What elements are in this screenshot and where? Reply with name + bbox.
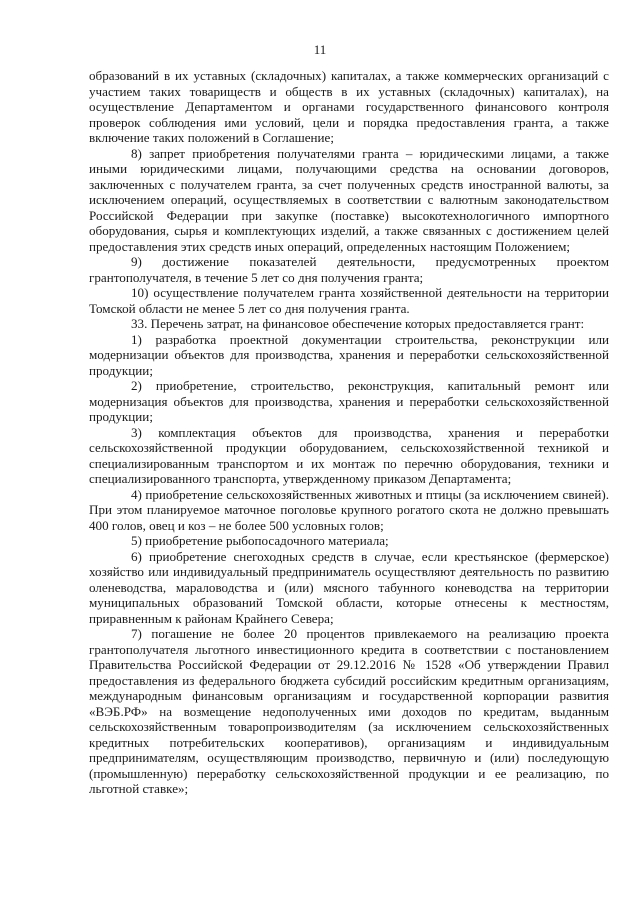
paragraph-cost-3: 3) комплектация объектов для производства, хранения и переработки сельскохозяйственной продукции оборудованием, сельскохозяйственной техникой и специализированным транспортом и их монтаж по перечню оборудования, техники и специализированного транспорта, утвержденному приказом Департамента;: [89, 424, 609, 486]
paragraph-cost-5: 5) приобретение рыбопосадочного материала;: [131, 533, 389, 548]
paragraph-item-8: 8) запрет приобретения получателями гранта – юридическими лицами, а также иными юридическими лицами, получающими средства на основании договоров, заключенных с получателем гранта, за счет полученных средств иностранной валюты, за исключением операций, осуществляемых в соответствии с валютным законодательством Российской Федерации при закупке (поставке) высокотехнологичного импортного оборудования, сырья и комплектующих изделий, а также связанных с достижением целей предоставления этих средств иных операций, определенных настоящим Положением;: [89, 145, 609, 254]
paragraph-cost-2: 2) приобретение, строительство, реконструкция, капитальный ремонт или модернизация объектов для производства, хранения и переработки сельскохозяйственной продукции;: [89, 378, 609, 424]
paragraph-item-9: 9) достижение показателей деятельности, предусмотренных проектом грантополучателя, в течение 5 лет со дня получения гранта;: [89, 254, 609, 285]
paragraph-cost-6: 6) приобретение снегоходных средств в случае, если крестьянское (фермерское) хозяйство или индивидуальный предприниматель осуществляют деятельность по развитию оленеводства, мараловодства и (или) мясного табунного коневодства на территории муниципальных образований Томской области, которые отнесены к местностям, приравненным к районам Крайнего Севера;: [89, 548, 609, 626]
document-body: [89, 68, 609, 797]
paragraph-item-10: 10) осуществление получателем гранта хозяйственной деятельности на территории Томской области не менее 5 лет со дня получения гранта.: [89, 285, 609, 316]
paragraph-cost-4: 4) приобретение сельскохозяйственных животных и птицы (за исключением свиней). При этом планируемое маточное поголовье крупного рогатого скота не должно превышать 400 голов, овец и коз – не более 500 условных голов;: [89, 486, 609, 533]
paragraph-continuation: образований в их уставных (складочных) капиталах, а также коммерческих организаций с участием таких товариществ и обществ в их уставных (складочных) капиталах), на осуществление Департаментом и органами государственного финансового контроля проверок соблюдения ими условий, цели и порядка предоставления гранта, а также включение таких положений в Соглашение;: [89, 68, 609, 145]
paragraph-cost-7: 7) погашение не более 20 процентов привлекаемого на реализацию проекта грантополучателя льготного инвестиционного кредита в соответствии с постановлением Правительства Российской Федерации от 29.12.2016 № 1528 «Об утверждении Правил предоставления из федерального бюджета субсидий российским кредитным организациям, международным финансовым организациям и государственной корпорации развития «ВЭБ.РФ» на возмещение недополученных ими доходов по кредитам, выданным сельскохозяйственным товаропроизводителям (за исключением сельскохозяйственных кредитных потребительских кооперативов), организациям и индивидуальным предпринимателям, осуществляющим производство, первичную и (или) последующую (промышленную) переработку сельскохозяйственной продукции и ее реализацию, по льготной ставке»;: [89, 626, 609, 796]
page-number: 11: [313, 42, 327, 57]
paragraph-section-33: 33. Перечень затрат, на финансовое обеспечение которых предоставляется грант:: [131, 316, 585, 331]
paragraph-cost-1: 1) разработка проектной документации строительства, реконструкции или модернизации объектов для производства, хранения и переработки сельскохозяйственной продукции;: [89, 331, 609, 378]
